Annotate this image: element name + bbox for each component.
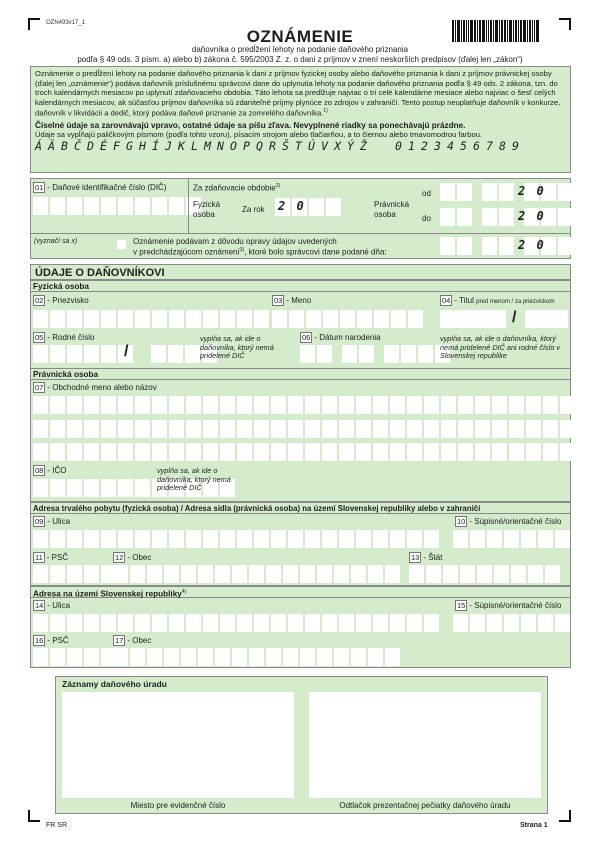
sample-char: J	[165, 138, 173, 153]
sample-char: 5	[460, 138, 468, 153]
sample-char: Ý	[347, 138, 355, 153]
sample-char: B	[61, 138, 69, 153]
address-heading: Adresa trvalého pobytu (fyzická osoba) / Adresa sídla (právnická osoba) na území Slovenskej republiky alebo v zahraničí	[30, 503, 571, 514]
legal-person-label: Právnická osoba	[374, 200, 410, 219]
form-code: OZN493v17_1	[46, 20, 86, 26]
page-number: Strana 1	[520, 822, 548, 829]
field-02-label: 02 - Priezvisko	[35, 296, 89, 305]
taxpayer-heading: ÚDAJE O DAŇOVNÍKOVI	[30, 264, 571, 280]
sample-char: X	[334, 138, 342, 153]
field-05-label: 05 - Rodné číslo	[35, 333, 95, 342]
to-year-prefix: 2 0	[518, 209, 546, 223]
field-09-label: 09 - Ulica	[35, 517, 71, 526]
sample-char: N	[217, 138, 225, 153]
title-before-input[interactable]	[440, 310, 506, 328]
sample-char: 9	[512, 138, 520, 153]
to-date-input[interactable]	[440, 208, 592, 226]
sample-char: 3	[434, 138, 442, 153]
sample-char: Š	[282, 138, 290, 153]
sk-municipality-input[interactable]	[113, 648, 402, 666]
natural-person-label: Fyzická osoba	[193, 200, 221, 219]
company-name-line-2[interactable]	[33, 420, 577, 438]
field-13-label: 13 - Štát	[411, 553, 443, 562]
field-06-label: 06 - Dátum narodenia	[302, 333, 381, 342]
sample-char: Ä	[48, 138, 56, 153]
title-separator: /	[512, 309, 517, 326]
sample-char: L	[191, 138, 199, 153]
sample-char: Í	[152, 138, 160, 153]
filling-instruction: Údaje sa vypĺňajú paličkovým písmom (podľa tohto vzoru), písacím strojom alebo tlačiarňou, a to čiernou alebo tmavomodrou farbou.	[35, 130, 483, 140]
year-prefix: 2 0	[278, 199, 306, 213]
document-legal-basis: podľa § 49 ods. 3 písm. a) alebo b) zákona č. 595/2003 Z. z. o dani z príjmov v znení neskorších predpisov (ďalej len „zákon“)	[77, 55, 523, 64]
field-10-label: 10 - Súpisné/orientačné číslo	[457, 517, 562, 526]
stamp-caption: Odtlačok prezentačnej pečiatky daňového úradu	[339, 801, 511, 810]
handwriting-sample	[35, 138, 566, 153]
field-06-note: vyplňa sa, ak ide o daňovníka, ktorý nemá pridelené DIČ ani rodné číslo v Slovenskej republike	[440, 334, 561, 361]
corner-mark-bottom-left	[28, 810, 40, 822]
sample-char: F	[113, 138, 121, 153]
sample-char: M	[204, 138, 212, 153]
field-15-label: 15 - Súpisné/orientačné číslo	[457, 601, 562, 610]
period-hline	[30, 233, 571, 234]
period-divider	[188, 178, 189, 234]
field-07-label: 07 - Obchodné meno alebo názov	[35, 383, 157, 392]
sample-char: 6	[473, 138, 481, 153]
field-11-label: 11 - PSČ	[35, 553, 69, 562]
country-input[interactable]	[409, 565, 562, 583]
field-08-label: 08 - IČO	[35, 466, 67, 475]
footer-issuer: FR SR	[46, 822, 67, 829]
office-records-heading: Záznamy daňového úradu	[62, 679, 167, 689]
sample-char: V	[321, 138, 329, 153]
corner-mark-bottom-right	[559, 810, 571, 822]
od-label: od	[422, 189, 431, 198]
from-year-prefix: 2 0	[518, 184, 546, 198]
sample-char: R	[269, 138, 277, 153]
instructions-text: Oznámenie o predĺžení lehoty na podanie daňového priznania k dani z príjmov fyzickej osoby alebo daňového priznania k dani z príjmov právnickej osoby (ďalej len „oznámenie“) podáva daňovník príslušnému správcovi dane do uplynutia lehoty na podanie daňového priznania podľa § 49 ods. 2 zákona, tzn. do troch kalendárnych mesiacov po uplynutí zdaňovacieho obdobia. Táto lehota sa predlžuje najviac o tri celé kalendárne mesiace alebo najviac o šesť celých kalendárnych mesiacov, ak súčasťou príjmov daňovníka sú zdaniteľné príjmy plynúce zo zdrojov v zahraničí. Tento postup neuplatňuje daňovník v konkurze, daňovník v likvidácii a dedič, ktorý podáva daňové priznanie za zomrelého daňovníka.	[35, 69, 561, 118]
correction-text-1: Oznámenie podávam z dôvodu opravy údajov uvedených	[133, 237, 337, 246]
house-number-input[interactable]	[453, 530, 572, 548]
postal-code-input[interactable]	[33, 565, 118, 583]
correction-text-2: v predchádzajúcom oznámení$^{3)}$, ktoré bolo správcovi dane podané dňa:	[133, 247, 387, 257]
registration-number-caption: Miesto pre evidenčné číslo	[130, 801, 226, 810]
sample-char: Q	[256, 138, 264, 153]
sample-char: K	[178, 138, 186, 153]
za-rok-label: Za rok	[242, 205, 265, 214]
title-after-input[interactable]	[525, 310, 568, 328]
street-input[interactable]	[33, 530, 441, 548]
sample-char: 0	[395, 138, 403, 153]
sample-char: 1	[408, 138, 416, 153]
field-08-note: vyplňa sa, ak ide o daňovníka, ktorý nemá pridelené DIČ	[157, 466, 231, 493]
field-14-label: 14 - Ulica	[35, 601, 71, 610]
sample-char: 7	[486, 138, 494, 153]
sample-char: G	[126, 138, 134, 153]
sample-char: Ž	[360, 138, 368, 153]
sk-street-input[interactable]	[33, 614, 441, 632]
stamp-area	[309, 692, 541, 798]
sample-char: Č	[74, 138, 82, 153]
registration-number-area	[62, 692, 294, 798]
company-name-line-1[interactable]	[33, 396, 577, 414]
field-01-label: 01 - Daňové identifikačné číslo (DIČ)	[35, 183, 167, 192]
sample-char: 4	[447, 138, 455, 153]
birth-number-separator: /	[124, 343, 129, 360]
sample-char: 8	[499, 138, 507, 153]
sample-char: P	[243, 138, 251, 153]
dic-input[interactable]	[33, 197, 203, 215]
natural-person-heading: Fyzická osoba	[30, 281, 571, 292]
sample-char: É	[100, 138, 108, 153]
field-04-label: 04 - Titul pred menom / za priezviskom	[442, 296, 555, 305]
correction-year-prefix: 2 0	[518, 238, 546, 252]
field-12-label: 12 - Obec	[115, 553, 152, 562]
instructions-panel	[30, 66, 571, 173]
sample-char: O	[230, 138, 238, 153]
sample-char: T	[295, 138, 303, 153]
sk-house-number-input[interactable]	[453, 614, 572, 632]
correction-date-input[interactable]	[440, 237, 592, 255]
municipality-input[interactable]	[113, 565, 402, 583]
field-16-label: 16 - PSČ	[35, 636, 69, 645]
field-05-note: vyplňa sa, ak ide o daňovníka, ktorý nemá pridelené DIČ	[200, 334, 274, 361]
document-subtitle: daňovníka o predĺžení lehoty na podanie daňového priznania	[191, 45, 409, 54]
sample-char: Á	[35, 138, 43, 153]
period-label: Za zdaňovacie obdobie$^{2)}$	[193, 183, 281, 193]
barcode	[452, 20, 540, 42]
first-name-input[interactable]	[272, 310, 425, 328]
mark-x-note: (vyznačí sa x)	[34, 238, 78, 245]
sample-char: Ú	[308, 138, 316, 153]
sample-char: D	[87, 138, 95, 153]
footnote-1: 1)	[323, 108, 328, 115]
do-label: do	[422, 214, 431, 223]
correction-checkbox[interactable]	[117, 240, 126, 249]
field-17-label: 17 - Obec	[115, 636, 152, 645]
from-date-input[interactable]	[440, 183, 592, 201]
alignment-rule: Číselné údaje sa zarovnávajú vpravo, ostatné údaje sa píšu zľava. Nevyplnené riadky sa ponechávajú prázdne.	[35, 120, 466, 130]
sample-char: H	[139, 138, 147, 153]
sk-postal-code-input[interactable]	[33, 648, 118, 666]
company-name-line-3[interactable]	[33, 443, 577, 461]
document-title: OZNÁMENIE	[246, 27, 354, 46]
sample-char: 2	[421, 138, 429, 153]
birth-date-input[interactable]	[300, 345, 452, 363]
field-03-label: 03 - Meno	[274, 296, 312, 305]
surname-input[interactable]	[33, 310, 271, 328]
legal-person-heading: Právnická osoba	[30, 368, 571, 380]
address-sk-heading: Adresa na území Slovenskej republiky$^{4)}$	[30, 587, 571, 598]
